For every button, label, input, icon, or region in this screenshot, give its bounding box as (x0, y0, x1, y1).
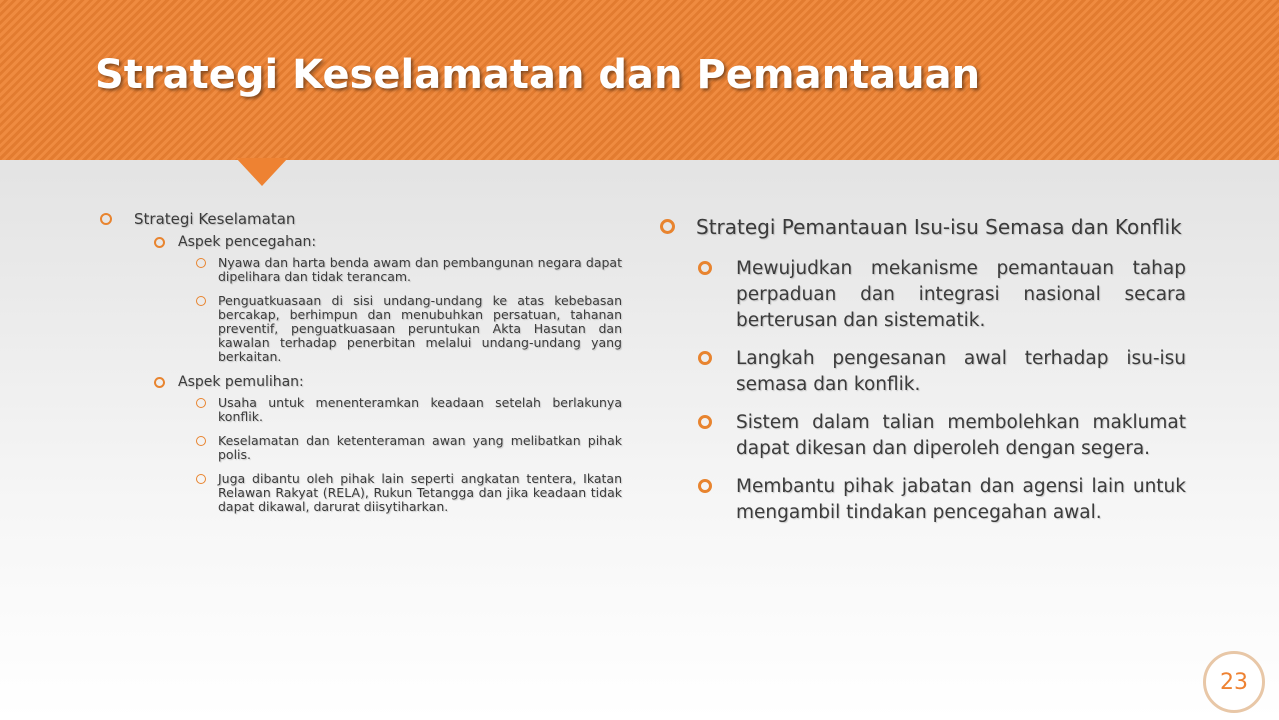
circle-bullet-icon (196, 258, 206, 268)
list-item-text: Usaha untuk menenteramkan keadaan setelah berlakunya konflik. (218, 395, 622, 424)
section-label: Aspek pencegahan: (178, 234, 317, 250)
list-item (698, 474, 1186, 526)
list-item-aspek-pemulihan (154, 374, 622, 514)
circle-bullet-icon (698, 479, 712, 493)
circle-bullet-icon (698, 415, 712, 429)
list-item-text: Mewujudkan mekanisme pemantauan tahap perpaduan dan integrasi nasional secara berterusan dan sistematik. (736, 258, 1186, 331)
list-item (196, 396, 622, 424)
list-item-text: Sistem dalam talian membolehkan maklumat dapat dikesan dan diperoleh dengan segera. (736, 412, 1186, 459)
slide-title: Strategi Keselamatan dan Pemantauan (95, 52, 981, 98)
left-heading: Strategi Keselamatan (134, 210, 296, 228)
list-item-strategi-pemantauan (660, 214, 1186, 240)
list-item (196, 434, 622, 462)
list-item (196, 256, 622, 284)
circle-bullet-icon (196, 398, 206, 408)
list-item (196, 472, 622, 514)
section-label: Aspek pemulihan: (178, 374, 304, 390)
right-heading: Strategi Pemantauan Isu-isu Semasa dan Konflik (696, 215, 1182, 239)
list-item (698, 410, 1186, 462)
circle-bullet-icon (698, 261, 712, 275)
list-item-text: Juga dibantu oleh pihak lain seperti angkatan tentera, Ikatan Relawan Rakyat (RELA), Rukun Tetangga dan jika keadaan tidak dapat dikawal, darurat diisytiharkan. (218, 471, 622, 514)
left-column (100, 210, 622, 524)
list-item-text: Langkah pengesanan awal terhadap isu-isu semasa dan konflik. (736, 348, 1186, 395)
list-item-text: Membantu pihak jabatan dan agensi lain untuk mengambil tindakan pencegahan awal. (736, 476, 1186, 523)
circle-bullet-icon (660, 219, 675, 234)
circle-bullet-icon (154, 377, 165, 388)
circle-bullet-icon (154, 237, 165, 248)
list-item (698, 256, 1186, 334)
circle-bullet-icon (196, 436, 206, 446)
list-item (698, 346, 1186, 398)
list-item-aspek-pencegahan (154, 234, 622, 364)
banner-notch (236, 158, 288, 186)
circle-bullet-icon (698, 351, 712, 365)
circle-bullet-icon (196, 474, 206, 484)
list-item-text: Penguatkuasaan di sisi undang-undang ke atas kebebasan bercakap, berhimpun dan menubuhkan persatuan, tahanan preventif, penguatkuasaan peruntukan Akta Hasutan dan kawalan terhadap penerbitan melalui undang-undang yang berkaitan. (218, 293, 622, 364)
list-item-strategi-keselamatan (100, 210, 622, 514)
right-column (660, 214, 1186, 538)
list-item-text: Nyawa dan harta benda awam dan pembangunan negara dapat dipelihara dan tidak terancam. (218, 255, 622, 284)
circle-bullet-icon (100, 213, 112, 225)
page-number-badge (1203, 651, 1265, 713)
list-item-text: Keselamatan dan ketenteraman awan yang melibatkan pihak polis. (218, 433, 622, 462)
list-item (196, 294, 622, 364)
page-number: 23 (1220, 669, 1248, 695)
circle-bullet-icon (196, 296, 206, 306)
